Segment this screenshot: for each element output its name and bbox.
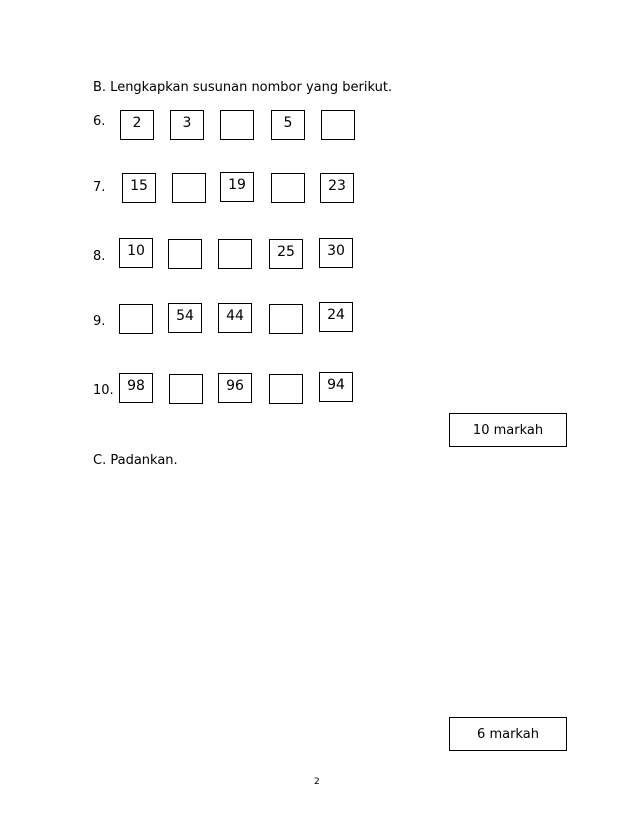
section-b-title: B. Lengkapkan susunan nombor yang berikut. — [93, 80, 393, 95]
q7-cell-5: 23 — [320, 173, 354, 203]
section-c-marks-box: 6 markah — [449, 717, 567, 751]
question-9-number: 9. — [93, 314, 106, 329]
q7-cell-3: 19 — [220, 172, 254, 202]
q8-cell-3[interactable] — [218, 239, 252, 269]
section-c-title: C. Padankan. — [93, 453, 178, 468]
q9-cell-5: 24 — [319, 302, 353, 332]
page-number: 2 — [314, 777, 320, 787]
question-8-number: 8. — [93, 249, 106, 264]
section-b-marks-box: 10 markah — [449, 413, 567, 447]
q10-cell-4[interactable] — [269, 374, 303, 404]
q8-cell-2[interactable] — [168, 239, 202, 269]
q9-cell-1[interactable] — [119, 304, 153, 334]
q7-cell-1: 15 — [122, 173, 156, 203]
q6-cell-1: 2 — [120, 110, 154, 140]
q6-cell-5[interactable] — [321, 110, 355, 140]
q6-cell-4: 5 — [271, 110, 305, 140]
q8-cell-4: 25 — [269, 239, 303, 269]
question-10-number: 10. — [93, 383, 114, 398]
question-7-number: 7. — [93, 180, 106, 195]
q10-cell-3: 96 — [218, 373, 252, 403]
q8-cell-1: 10 — [119, 238, 153, 268]
q10-cell-5: 94 — [319, 372, 353, 402]
question-6-number: 6. — [93, 114, 106, 129]
q10-cell-1: 98 — [119, 373, 153, 403]
q8-cell-5: 30 — [319, 238, 353, 268]
q9-cell-2: 54 — [168, 303, 202, 333]
q7-cell-2[interactable] — [172, 173, 206, 203]
q6-cell-2: 3 — [170, 110, 204, 140]
q9-cell-4[interactable] — [269, 304, 303, 334]
q7-cell-4[interactable] — [271, 173, 305, 203]
q6-cell-3[interactable] — [220, 110, 254, 140]
q10-cell-2[interactable] — [169, 374, 203, 404]
q9-cell-3: 44 — [218, 303, 252, 333]
